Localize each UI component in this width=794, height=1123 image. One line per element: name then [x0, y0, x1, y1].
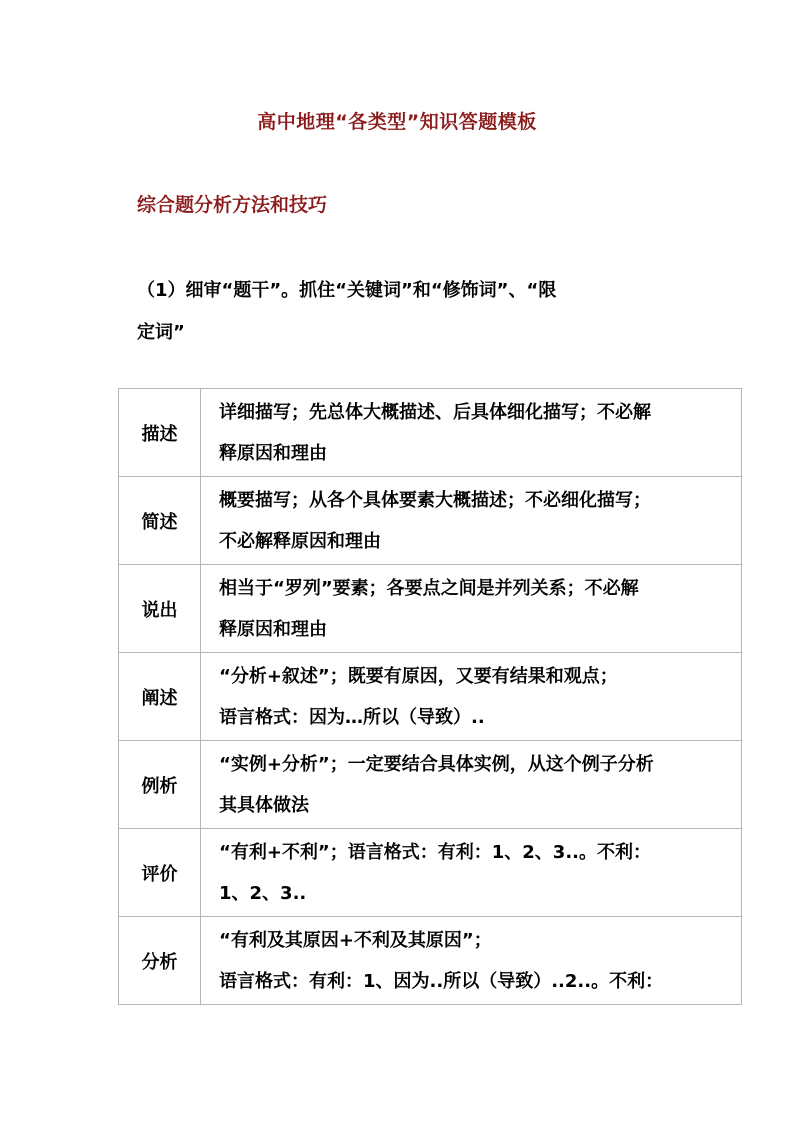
table-row	[119, 653, 742, 741]
intro-paragraph	[137, 270, 697, 354]
description-cell	[201, 477, 742, 565]
table-row	[119, 477, 742, 565]
description-line: 不必解释原因和理由	[219, 530, 381, 552]
term-cell: 简述	[119, 477, 201, 565]
description-cell	[201, 829, 742, 917]
description-line: 语言格式：因为…所以（导致）..	[219, 706, 485, 728]
table-row	[119, 389, 742, 477]
description-cell	[201, 653, 742, 741]
description-line: 详细描写；先总体大概描述、后具体细化描写；不必解	[219, 401, 651, 423]
description-cell	[201, 741, 742, 829]
description-line: 相当于“罗列”要素；各要点之间是并列关系；不必解	[219, 577, 639, 599]
term-cell: 例析	[119, 741, 201, 829]
term-cell: 评价	[119, 829, 201, 917]
description-line: 概要描写；从各个具体要素大概描述；不必细化描写；	[219, 489, 651, 511]
table-row	[119, 741, 742, 829]
term-cell: 分析	[119, 917, 201, 1005]
description-line: 释原因和理由	[219, 442, 327, 464]
document-title: 高中地理“各类型”知识答题模板	[257, 111, 537, 133]
table-row	[119, 565, 742, 653]
description-line: “有利及其原因+不利及其原因”；	[219, 929, 492, 951]
term-cell: 描述	[119, 389, 201, 477]
description-line: “有利+不利”；语言格式：有利：1、2、3..。不利：	[219, 841, 651, 863]
description-cell	[201, 917, 742, 1005]
description-line: 语言格式：有利：1、因为..所以（导致）..2..。不利：	[219, 970, 664, 992]
intro-line-1: （1）细审“题干”。抓住“关键词”和“修饰词”、“限	[137, 280, 557, 301]
table-row	[119, 829, 742, 917]
term-cell: 阐述	[119, 653, 201, 741]
description-cell	[201, 565, 742, 653]
section-heading: 综合题分析方法和技巧	[137, 194, 328, 216]
description-line: 1、2、3..	[219, 882, 307, 904]
intro-line-2: 定词”	[137, 322, 185, 343]
description-line: 其具体做法	[219, 794, 309, 816]
table-row	[119, 917, 742, 1005]
description-cell	[201, 389, 742, 477]
terms-table	[118, 388, 742, 1005]
term-cell: 说出	[119, 565, 201, 653]
description-line: “分析+叙述”；既要有原因，又要有结果和观点；	[219, 665, 618, 687]
description-line: “实例+分析”；一定要结合具体实例，从这个例子分析	[219, 753, 654, 775]
description-line: 释原因和理由	[219, 618, 327, 640]
